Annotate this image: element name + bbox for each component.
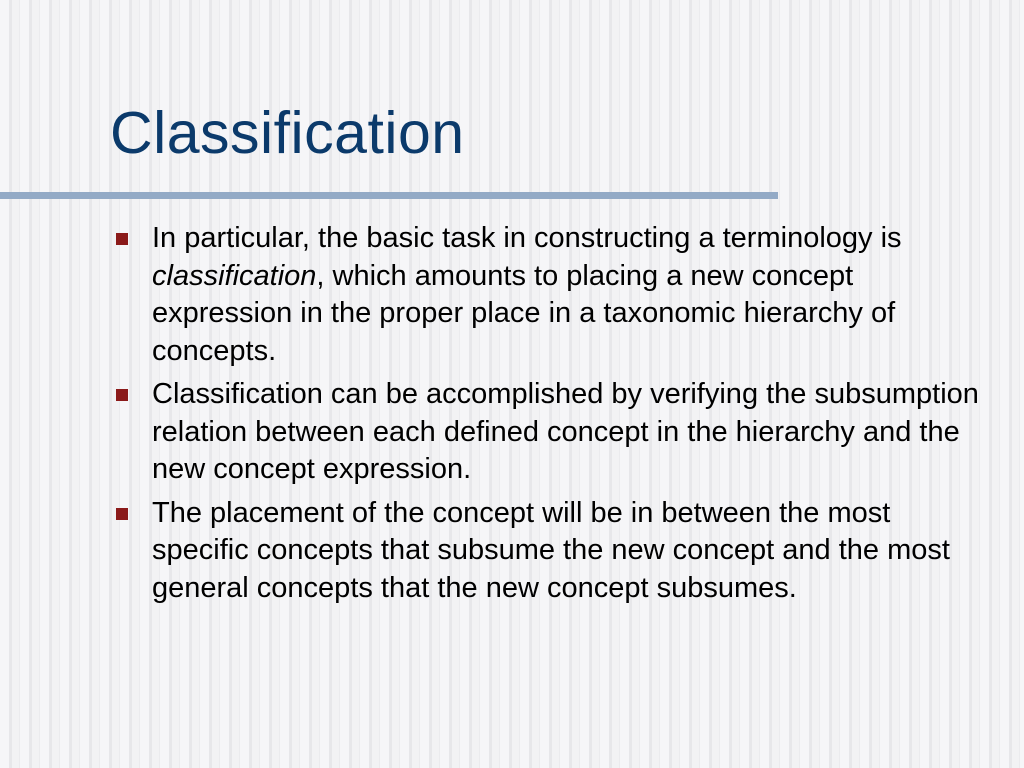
bullet-item (113, 220, 983, 370)
bullet-text-before: In particular, the basic task in constructing a terminology is (152, 222, 902, 254)
bullet-list (113, 220, 983, 613)
bullet-text: Classification can be accomplished by verifying the subsumption relation between each defined concept in the hierarchy and the new concept expression. (152, 378, 979, 485)
bullet-item (113, 495, 983, 608)
bullet-item (113, 376, 983, 489)
square-bullet-icon (116, 389, 128, 401)
title-underline (0, 192, 778, 199)
bullet-text-after: , which amounts to placing a new concept expression in the proper place in a taxonomic hierarchy of concepts. (152, 259, 896, 367)
square-bullet-icon (116, 233, 128, 245)
square-bullet-icon (116, 508, 128, 520)
bullet-text: The placement of the concept will be in between the most specific concepts that subsume the new concept and the most general concepts that the new concept subsumes. (152, 496, 950, 604)
bullet-emphasis: classification (152, 259, 317, 292)
slide-title: Classification (110, 100, 465, 166)
